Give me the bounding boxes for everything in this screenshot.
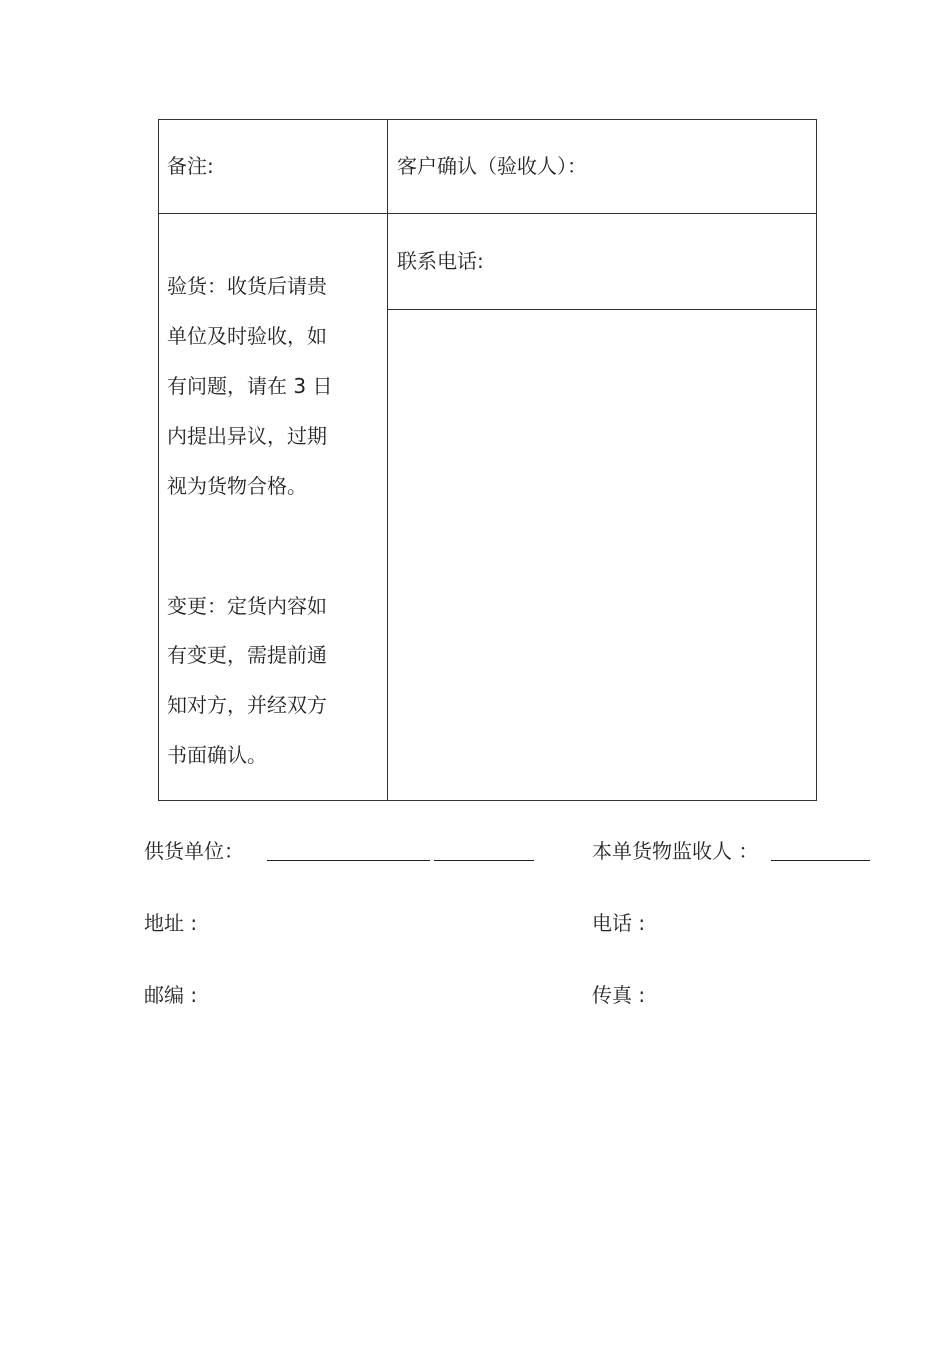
inspection-line-4: 内提出异议，过期 <box>167 424 327 448</box>
customer-confirm-label: 客户确认（验收人）： <box>397 154 587 178</box>
change-line-1: 变更：定货内容如 <box>167 594 327 618</box>
change-line-2: 有变更，需提前通 <box>167 643 327 667</box>
address-label: 地址 : <box>144 911 198 935</box>
phone-label: 电话 : <box>592 911 646 935</box>
contact-phone-label: 联系电话: <box>397 249 484 273</box>
remarks-label: 备注: <box>167 154 214 178</box>
table-row-divider-1 <box>158 213 817 214</box>
fax-label: 传真 : <box>592 983 646 1007</box>
inspection-line-2: 单位及时验收，如 <box>167 324 327 348</box>
change-line-4: 书面确认。 <box>167 743 267 767</box>
inspection-line-3: 有问题，请在 3 日 <box>167 374 333 398</box>
supplier-underline-2[interactable] <box>434 860 534 861</box>
supplier-underline-1[interactable] <box>267 860 430 861</box>
receiver-label: 本单货物监收人 ： <box>592 839 759 863</box>
inspection-line-5: 视为货物合格。 <box>167 474 307 498</box>
supplier-label: 供货单位： <box>144 839 244 863</box>
postcode-label: 邮编 : <box>144 983 198 1007</box>
receiver-underline[interactable] <box>771 860 870 861</box>
inspection-line-1: 验货：收货后请贵 <box>167 274 327 298</box>
table-row-divider-2 <box>387 309 817 310</box>
table-column-divider <box>387 119 388 801</box>
change-line-3: 知对方，并经双方 <box>167 693 327 717</box>
